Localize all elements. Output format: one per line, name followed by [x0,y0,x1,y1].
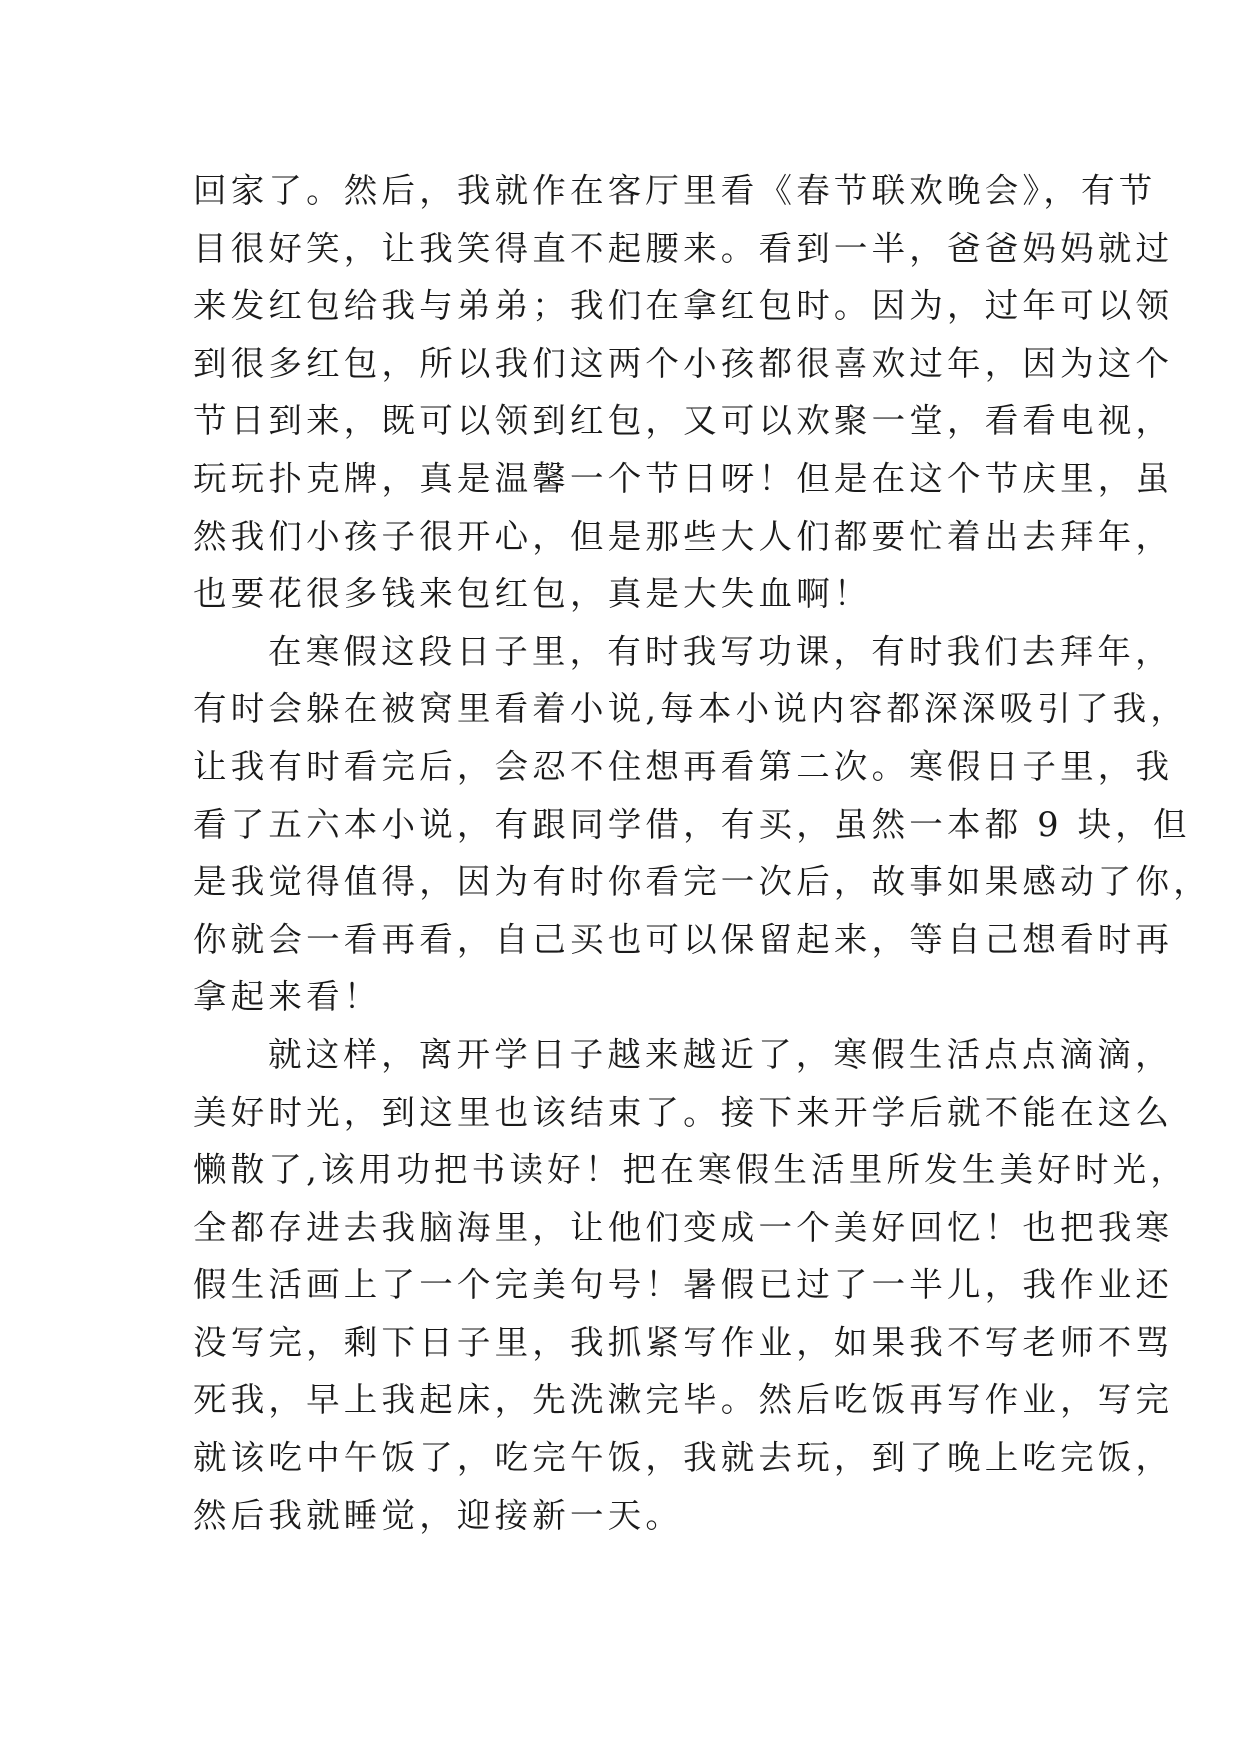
text-line: 玩玩扑克牌，真是温馨一个节日呀！但是在这个节庆里，虽 [193,458,1174,498]
text-line: 回家了。然后，我就作在客厅里看《春节联欢晚会》，有节 [193,171,1157,210]
paragraph-start-line: 在寒假这段日子里，有时我写功课，有时我们去拜年， [268,631,1173,671]
text-line: 看了五六本小说，有跟同学借，有买，虽然一本都 9 块，但 [193,804,1191,844]
text-line: 也要花很多钱来包红包，真是大失血啊！ [193,574,872,614]
text-line: 全都存进去我脑海里，让他们变成一个美好回忆！也把我寒 [193,1207,1174,1247]
text-line: 死我，早上我起床，先洗漱完毕。然后吃饭再写作业，写完 [193,1380,1174,1420]
text-line: 然我们小孩子很开心，但是那些大人们都要忙着出去拜年， [193,516,1174,556]
text-line: 懒散了,该用功把书读好！把在寒假生活里所发生美好时光， [193,1150,1189,1190]
text-line: 没写完，剩下日子里，我抓紧写作业，如果我不写老师不骂 [193,1322,1174,1362]
text-line: 节日到来，既可以领到红包，又可以欢聚一堂，看看电视， [193,401,1174,441]
text-line: 是我觉得值得，因为有时你看完一次后，故事如果感动了你， [193,862,1211,902]
text-line: 目很好笑，让我笑得直不起腰来。看到一半，爸爸妈妈就过 [193,228,1174,268]
paragraph-start-line: 就这样，离开学日子越来越近了，寒假生活点点滴滴， [268,1034,1173,1074]
text-line: 有时会躲在被窝里看着小说,每本小说内容都深深吸引了我， [193,689,1189,729]
text-line: 拿起来看！ [193,977,382,1017]
text-line: 到很多红包，所以我们这两个小孩都很喜欢过年，因为这个 [193,343,1174,383]
body-text [193,162,1211,1544]
text-line: 假生活画上了一个完美句号！暑假已过了一半儿，我作业还 [193,1265,1174,1305]
text-line: 来发红包给我与弟弟；我们在拿红包时。因为，过年可以领 [193,286,1174,326]
text-line: 就该吃中午饭了，吃完午饭，我就去玩，到了晚上吃完饭， [193,1438,1174,1478]
text-line: 让我有时看完后，会忍不住想再看第二次。寒假日子里，我 [193,746,1174,786]
text-line: 然后我就睡觉，迎接新一天。 [193,1495,684,1535]
text-line: 美好时光，到这里也该结束了。接下来开学后就不能在这么 [193,1092,1174,1132]
text-line: 你就会一看再看，自己买也可以保留起来，等自己想看时再 [193,919,1174,959]
